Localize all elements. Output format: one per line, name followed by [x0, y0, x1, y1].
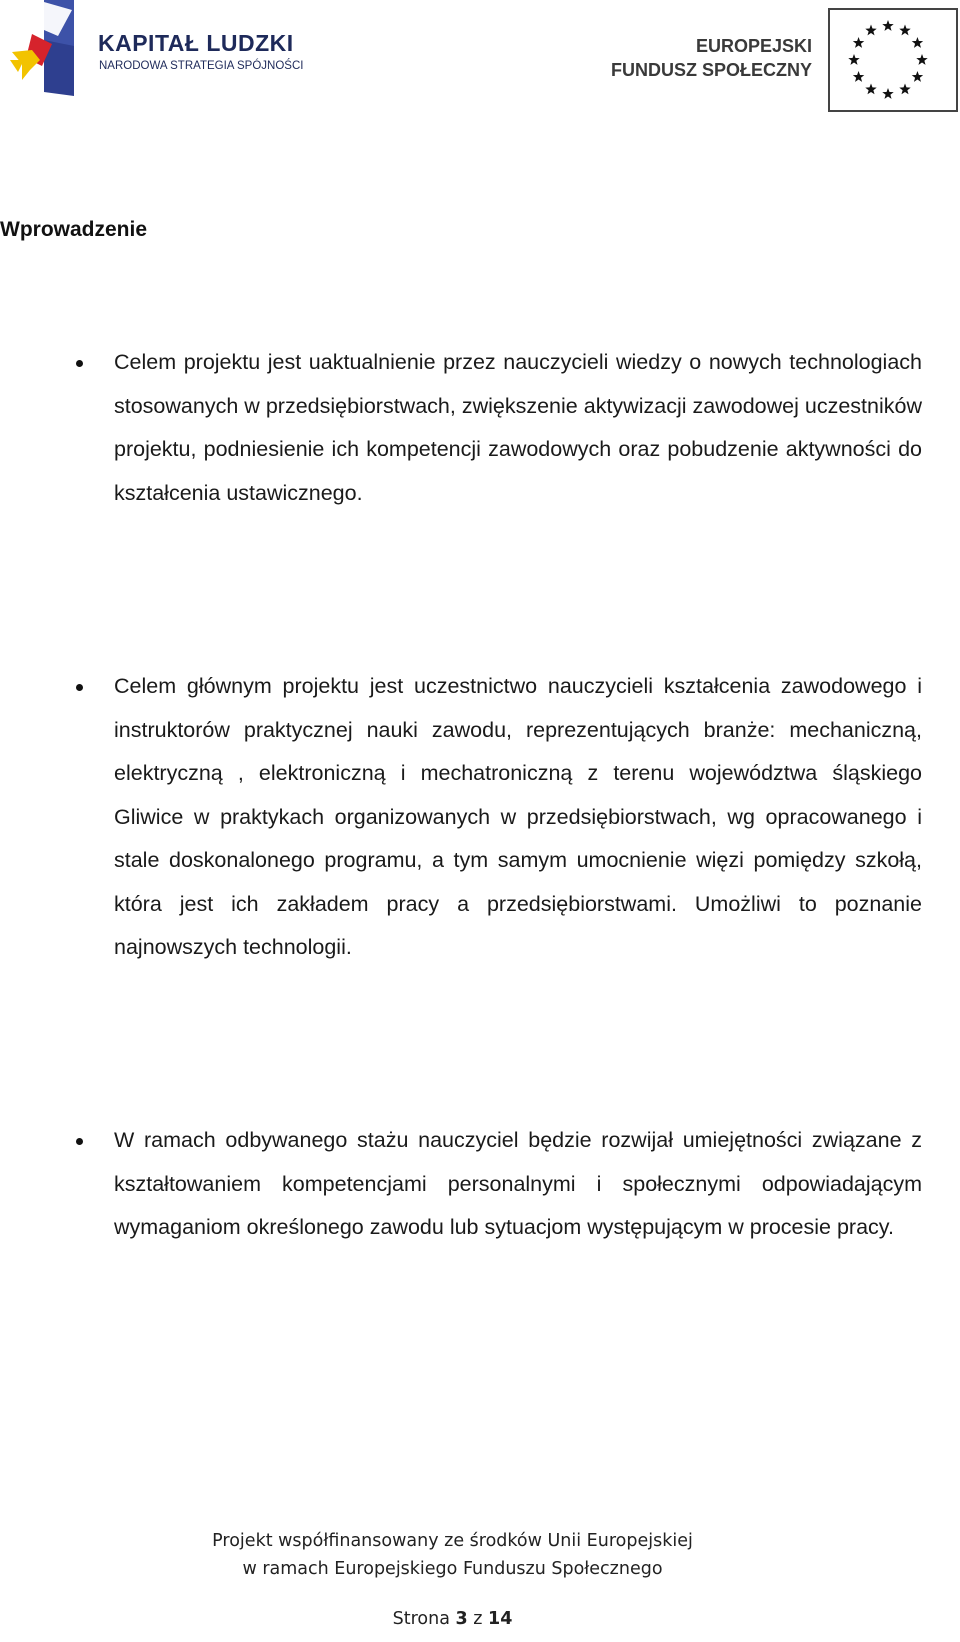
eu-star-icon [853, 37, 864, 48]
bullet-text: W ramach odbywanego stażu nauczyciel będzie rozwijał umiejętności związane z kształtowaniem kompetencjami personalnymi i społecznymi odpowiadającym wymaganiom określonego zawodu lub sytuacjom występującym w procesie pracy. [114, 1128, 922, 1239]
eu-star-icon [912, 71, 923, 82]
eu-flag-icon [828, 8, 958, 112]
eu-star-icon [865, 83, 876, 94]
eu-star-icon [865, 25, 876, 36]
footer-line-2: w ramach Europejskiego Funduszu Społecznego [242, 1559, 663, 1579]
page-number [0, 1609, 905, 1629]
bullet-icon [76, 684, 83, 691]
bullet-text: Celem projektu jest uaktualnienie przez nauczycieli wiedzy o nowych technologiach stosowanych w przedsiębiorstwach, zwiększenie aktywizacji zawodowej uczestników projektu, podniesienie ich kompetencji zawodowych oraz pobudzenie aktywności do kształcenia ustawicznego. [114, 350, 922, 505]
footer-note [0, 1527, 905, 1583]
bullet-icon [76, 360, 83, 367]
kapital-ludzki-logo-icon [8, 0, 80, 96]
eu-stars-icon [830, 10, 956, 110]
efs-line-2: FUNDUSZ SPOŁECZNY [610, 60, 812, 80]
page-prefix: Strona [392, 1609, 450, 1629]
eu-star-icon [916, 54, 927, 65]
efs-line-1: EUROPEJSKI [695, 36, 812, 56]
eu-star-icon [848, 54, 859, 65]
eu-star-icon [912, 37, 923, 48]
efs-logo-text [611, 34, 812, 82]
eu-star-icon [899, 83, 910, 94]
page-sep: z [473, 1609, 483, 1629]
kapital-ludzki-subtitle: NARODOWA STRATEGIA SPÓJNOŚCI [99, 60, 304, 72]
page-current: 3 [455, 1609, 468, 1629]
eu-star-icon [899, 25, 910, 36]
page-total: 14 [488, 1609, 513, 1629]
page-heading: Wprowadzenie [0, 218, 148, 241]
kapital-ludzki-title: KAPITAŁ LUDZKI [98, 30, 294, 56]
eu-star-icon [882, 20, 893, 31]
eu-star-icon [853, 71, 864, 82]
footer-line-1: Projekt współfinansowany ze środków Unii Europejskiej [212, 1531, 693, 1551]
kapital-ludzki-logo [8, 0, 308, 100]
bullet-icon [76, 1138, 83, 1145]
eu-star-icon [882, 88, 893, 99]
bullet-text: Celem głównym projektu jest uczestnictwo nauczycieli kształcenia zawodowego i instruktorów praktycznej nauki zawodu, reprezentujących branże: mechaniczną, elektryczną , elektroniczną i mechatroniczną z terenu województwa śląskiego Gliwice w praktykach organizowanych w przedsiębiorstwach, wg opracowanego i stale doskonalonego programu, a tym samym umocnienie więzi pomiędzy szkołą, która jest ich zakładem pracy a przedsiębiorstwami. Umożliwi to poznanie najnowszych technologii. [114, 674, 922, 959]
